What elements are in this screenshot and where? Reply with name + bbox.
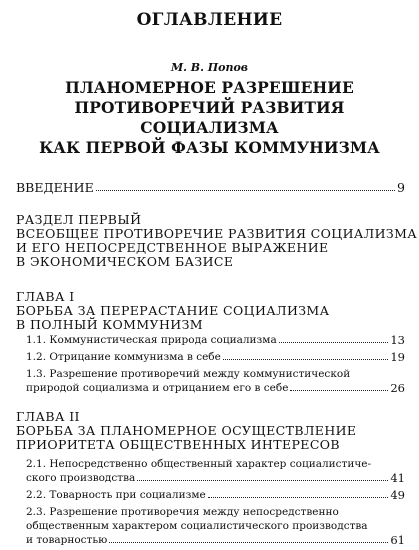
toc-page-number: 13 — [390, 333, 405, 347]
toc-entry-label: и товарностью — [26, 534, 108, 546]
toc-entry-label: 1.2. Отрицание коммунизма в себе — [26, 351, 221, 363]
toc-page-number: 19 — [390, 350, 405, 364]
toc-entry-label-line: общественным характером социалистического производства — [26, 520, 368, 532]
toc-page-number: 49 — [390, 488, 405, 502]
work-title-line: КАК ПЕРВОЙ ФАЗЫ КОММУНИЗМА — [39, 138, 380, 157]
toc-entry-2-3[interactable] — [26, 505, 405, 547]
toc-entry-1-1[interactable] — [26, 333, 405, 347]
work-title-line: ПЛАНОМЕРНОЕ РАЗРЕШЕНИЕ — [65, 78, 354, 97]
work-title — [20, 78, 399, 158]
toc-entry-label: 1.1. Коммунистическая природа социализма — [26, 334, 277, 346]
work-title-line: ПРОТИВОРЕЧИЙ РАЗВИТИЯ СОЦИАЛИЗМА — [74, 98, 345, 137]
dot-leader — [109, 542, 388, 543]
toc-page-number: 9 — [397, 180, 405, 195]
dot-leader — [137, 480, 388, 481]
chapter-heading — [16, 290, 411, 332]
chapter-title-line: ПРИОРИТЕТА ОБЩЕСТВЕННЫХ ИНТЕРЕСОВ — [16, 437, 341, 452]
toc-entry-1-3[interactable] — [26, 367, 405, 395]
dot-leader — [96, 190, 395, 191]
chapter-title-line: БОРЬБА ЗА ПЕРЕРАСТАНИЕ СОЦИАЛИЗМА — [16, 303, 330, 318]
author-name: М. В. Попов — [170, 61, 249, 74]
section-label: РАЗДЕЛ ПЕРВЫЙ — [16, 212, 142, 227]
section-title-line: И ЕГО НЕПОСРЕДСТВЕННОЕ ВЫРАЖЕНИЕ — [16, 240, 329, 255]
toc-entry-1-2[interactable] — [26, 350, 405, 364]
toc-page-number: 61 — [390, 533, 405, 547]
toc-entry-label-line: 2.1. Непосредственно общественный характер социалистиче- — [26, 458, 372, 470]
toc-entry-label: ского производства — [26, 472, 136, 484]
dot-leader — [279, 342, 389, 343]
toc-entry-2-1[interactable] — [26, 457, 405, 485]
dot-leader — [208, 497, 389, 498]
toc-entry-label: природой социализма и отрицанием его в себе — [26, 382, 289, 394]
toc-entry-label: ВВЕДЕНИЕ — [16, 180, 94, 195]
chapter-heading — [16, 410, 411, 452]
toc-entry-label-line: 2.3. Разрешение противоречия между непосредственно — [26, 506, 339, 518]
chapter-title-line: В ПОЛНЫЙ КОММУНИЗМ — [16, 317, 203, 332]
toc-entry-label-line: 1.3. Разрешение противоречий между коммунистической — [26, 368, 351, 380]
chapter-label: ГЛАВА I — [16, 289, 75, 304]
section-title-line: В ЭКОНОМИЧЕСКОМ БАЗИСЕ — [16, 254, 234, 269]
chapter-title-line: БОРЬБА ЗА ПЛАНОМЕРНОЕ ОСУЩЕСТВЛЕНИЕ — [16, 423, 357, 438]
toc-page-number: 41 — [390, 471, 405, 485]
dot-leader — [223, 359, 389, 360]
section-heading — [16, 212, 418, 269]
toc-title: ОГЛАВЛЕНИЕ — [136, 10, 283, 30]
toc-entry-intro[interactable] — [16, 180, 405, 195]
toc-page-number: 26 — [390, 381, 405, 395]
toc-entry-2-2[interactable] — [26, 488, 405, 502]
toc-entry-label: 2.2. Товарность при социализме — [26, 489, 206, 501]
chapter-label: ГЛАВА II — [16, 409, 80, 424]
section-title-line: ВСЕОБЩЕЕ ПРОТИВОРЕЧИЕ РАЗВИТИЯ СОЦИАЛИЗМА — [16, 226, 418, 241]
dot-leader — [290, 390, 388, 391]
